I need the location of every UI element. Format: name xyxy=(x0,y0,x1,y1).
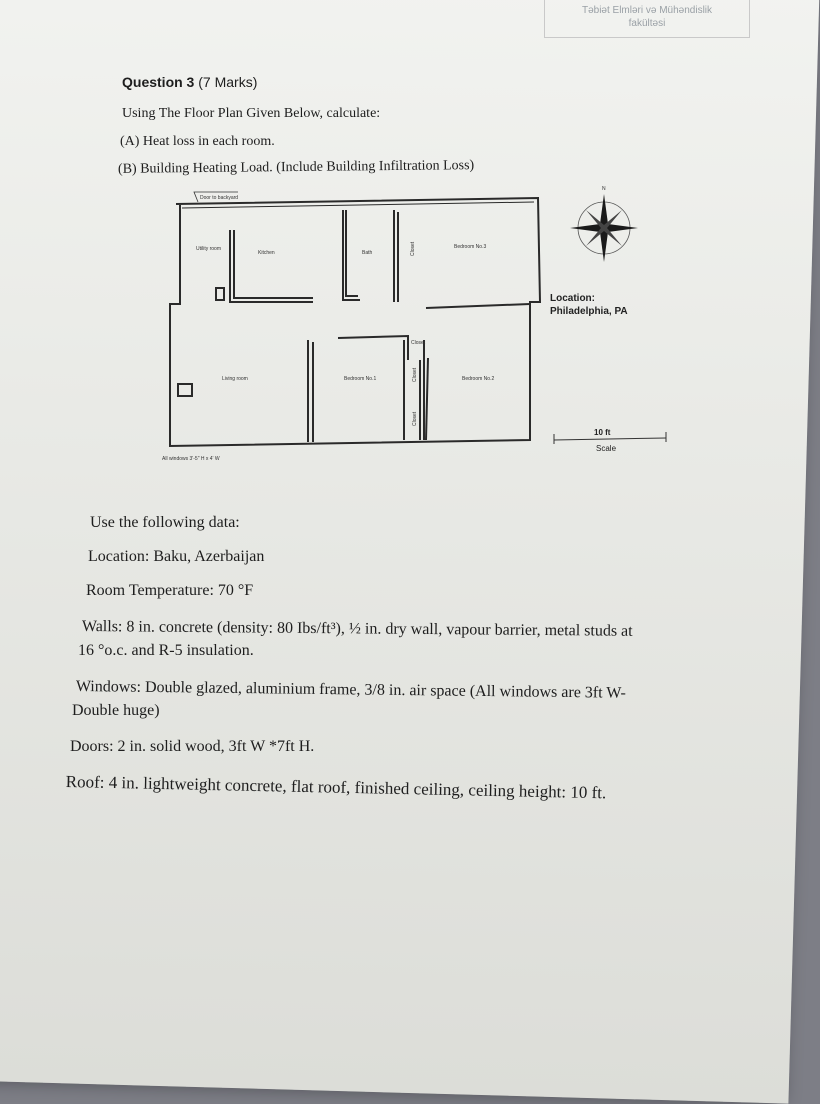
question-intro: Using The Floor Plan Given Below, calculate: xyxy=(122,106,381,121)
data-heading: Use the following data: xyxy=(90,514,240,531)
compass-icon xyxy=(570,186,638,262)
closet-small-label: Closet xyxy=(411,340,426,346)
bedroom-3-label: Bedroom No.3 xyxy=(454,244,487,250)
living-room-label: Living room xyxy=(222,376,248,382)
scale-word: Scale xyxy=(596,444,617,453)
data-windows-line-2: Double huge) xyxy=(72,702,160,719)
location-heading: Location: xyxy=(550,293,595,304)
windows-note: All windows 3'-5" H x 4' W xyxy=(162,456,220,462)
faculty-stamp xyxy=(544,0,750,38)
data-windows-line-1: Windows: Double glazed, aluminium frame, 3/8 in. air space (All windows are 3ft W- xyxy=(75,678,626,702)
question-marks: (7 Marks) xyxy=(198,74,258,90)
question-part-b: (B) Building Heating Load. (Include Building Infiltration Loss) xyxy=(117,158,475,177)
question-part-a: (A) Heat loss in each room. xyxy=(120,134,275,149)
data-roof: Roof: 4 in. lightweight concrete, flat roof, finished ceiling, ceiling height: 10 ft. xyxy=(65,772,607,803)
closet-mid-label: Closet xyxy=(412,367,418,382)
location-block xyxy=(550,292,628,318)
data-walls-line-1: Walls: 8 in. concrete (density: 80 Ibs/ft³), ½ in. dry wall, vapour barrier, metal studs at xyxy=(81,618,633,640)
compass-north-label: N xyxy=(602,186,606,192)
data-doors: Doors: 2 in. solid wood, 3ft W *7ft H. xyxy=(70,738,315,755)
data-room-temp: Room Temperature: 70 °F xyxy=(86,582,254,599)
door-to-backyard-label: Door to backyard xyxy=(200,195,239,201)
question-number: Question 3 xyxy=(122,74,195,90)
bedroom-2-label: Bedroom No.2 xyxy=(462,376,495,382)
stamp-line-1: Təbiət Elmləri və Mühəndislik xyxy=(581,5,713,16)
scale-value: 10 ft xyxy=(594,428,611,437)
bedroom-1-label: Bedroom No.1 xyxy=(344,376,377,382)
floor-plan xyxy=(158,186,698,470)
utility-room-label: Utility room xyxy=(196,246,222,252)
stamp-line-2: fakültəsi xyxy=(628,18,666,29)
closet-top-label: Closet xyxy=(410,241,416,256)
kitchen-label: Kitchen xyxy=(258,250,275,256)
data-location: Location: Baku, Azerbaijan xyxy=(88,548,265,565)
question-title xyxy=(122,74,257,90)
bath-label: Bath xyxy=(362,250,373,256)
closet-bottom-label: Closet xyxy=(412,411,418,426)
location-value: Philadelphia, PA xyxy=(550,306,628,317)
data-walls-line-2: 16 °o.c. and R-5 insulation. xyxy=(78,642,254,659)
